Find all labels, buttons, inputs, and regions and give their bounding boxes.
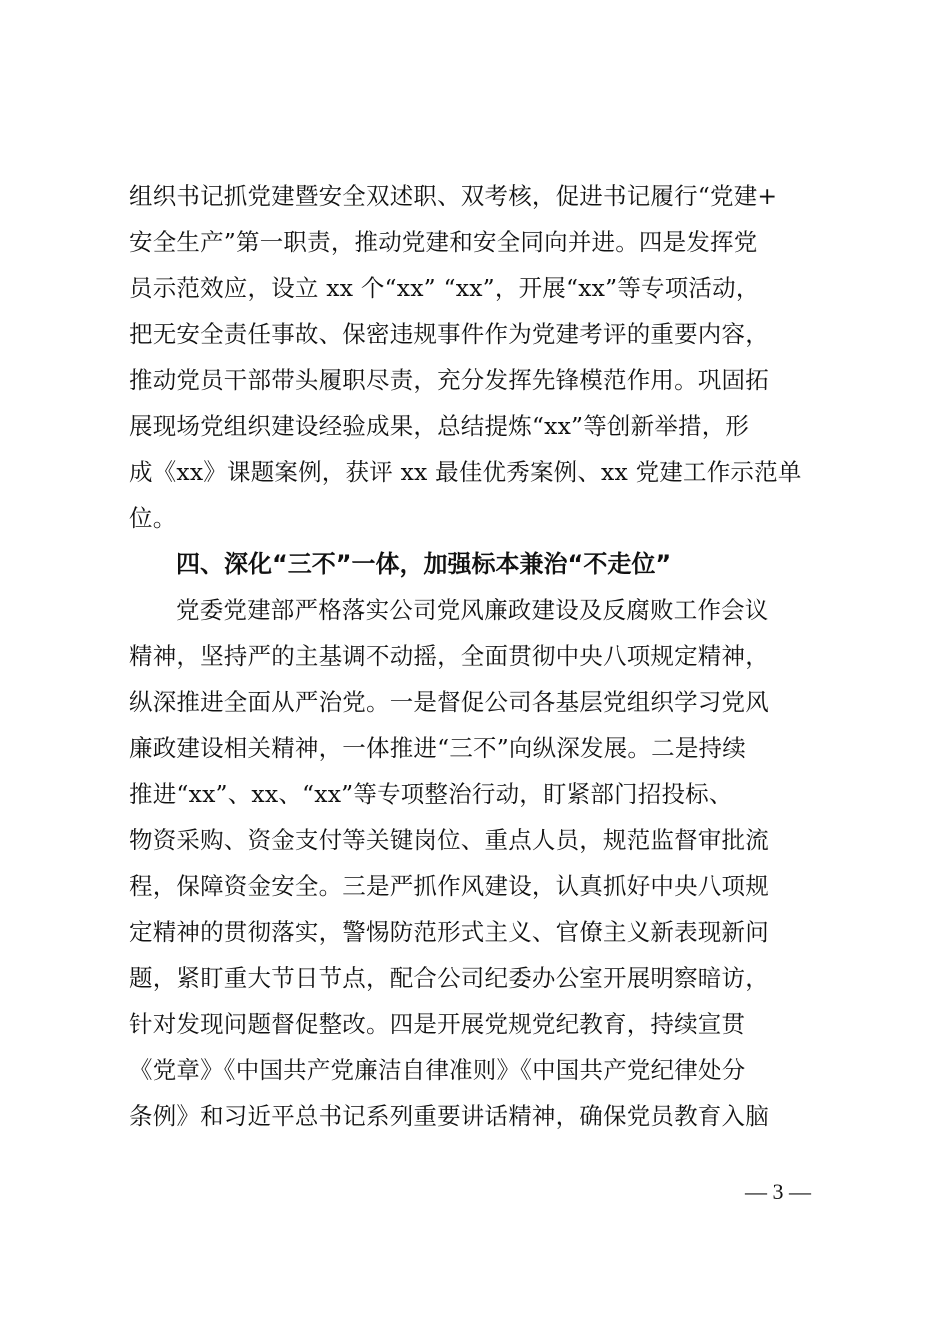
paragraph-line: 物资采购、资金支付等关键岗位、重点人员，规范监督审批流 <box>129 826 769 854</box>
paragraph-line: 党委党建部严格落实公司党风廉政建设及反腐败工作会议 <box>176 596 769 624</box>
paragraph-line: 定精神的贯彻落实，警惕防范形式主义、官僚主义新表现新问 <box>129 918 769 946</box>
paragraph-line: 员示范效应，设立 xx 个“xx” “xx”，开展“xx”等专项活动， <box>129 274 760 302</box>
paragraph-line: 组织书记抓党建暨安全双述职、双考核，促进书记履行“党建+ <box>129 182 778 210</box>
paragraph-line: 推动党员干部带头履职尽责，充分发挥先锋模范作用。巩固拓 <box>129 366 769 394</box>
paragraph-line: 《党章》《中国共产党廉洁自律准则》《中国共产党纪律处分 <box>129 1056 746 1084</box>
paragraph-line: 题，紧盯重大节日节点，配合公司纪委办公室开展明察暗访， <box>129 964 769 992</box>
page-number: — 3 — <box>745 1179 811 1204</box>
paragraph-line: 把无安全责任事故、保密违规事件作为党建考评的重要内容， <box>129 320 769 348</box>
paragraph-line: 展现场党组织建设经验成果，总结提炼“xx”等创新举措，形 <box>129 412 750 440</box>
paragraph-line: 成《xx》课题案例，获评 xx 最佳优秀案例、xx 党建工作示范单 <box>129 458 802 486</box>
paragraph-line: 精神，坚持严的主基调不动摇，全面贯彻中央八项规定精神， <box>129 642 769 670</box>
paragraph-line: 位。 <box>129 504 177 532</box>
paragraph-line: 廉政建设相关精神，一体推进“三不”向纵深发展。二是持续 <box>129 734 746 762</box>
paragraph-line: 纵深推进全面从严治党。一是督促公司各基层党组织学习党风 <box>129 688 769 716</box>
paragraph-line: 针对发现问题督促整改。四是开展党规党纪教育，持续宣贯 <box>129 1010 746 1038</box>
paragraph-line: 推进“xx”、xx、“xx”等专项整治行动，盯紧部门招投标、 <box>129 780 733 808</box>
paragraph-line: 程，保障资金安全。三是严抓作风建设，认真抓好中央八项规 <box>129 872 769 900</box>
paragraph-line: 安全生产”第一职责，推动党建和安全同向并进。四是发挥党 <box>129 228 758 256</box>
paragraph-line: 条例》和习近平总书记系列重要讲话精神，确保党员教育入脑 <box>129 1102 769 1130</box>
section-heading: 四、深化“三不”一体，加强标本兼治“不走位” <box>176 550 672 578</box>
